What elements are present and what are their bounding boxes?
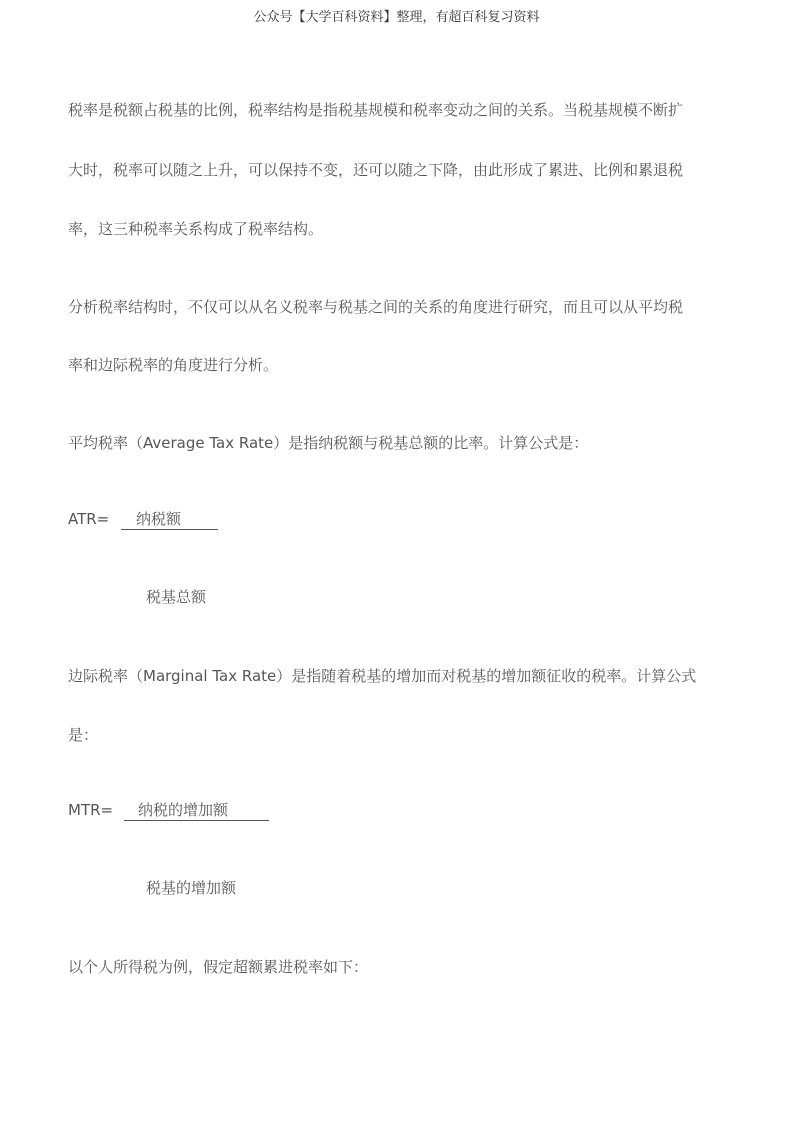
paragraph-2-line-1: 分析税率结构时，不仅可以从名义税率与税基之间的关系的角度进行研究，而且可以从平均税	[68, 298, 684, 316]
paragraph-1-line-2: 大时，税率可以随之上升，可以保持不变，还可以随之下降，由此形成了累进、比例和累退税	[68, 161, 684, 179]
atr-formula-label: ATR=	[68, 510, 110, 528]
paragraph-4-line-1: 边际税率（Marginal Tax Rate）是指随着税基的增加而对税基的增加额征收的税率。计算公式	[68, 667, 697, 685]
mtr-numerator: 纳税的增加额	[124, 800, 269, 821]
mtr-denominator: 税基的增加额	[146, 879, 237, 897]
paragraph-1-line-3: 率，这三种税率关系构成了税率结构。	[68, 220, 324, 238]
paragraph-2-line-2: 率和边际税率的角度进行分析。	[68, 356, 279, 374]
average-tax-rate-definition: 平均税率（Average Tax Rate）是指纳税额与税基总额的比率。计算公式是：	[68, 434, 589, 452]
mtr-formula-label: MTR=	[68, 801, 114, 819]
atr-denominator: 税基总额	[146, 588, 207, 606]
page-header: 公众号【大学百科资料】整理，有超百科复习资料	[253, 10, 540, 25]
atr-numerator: 纳税额	[121, 509, 218, 530]
paragraph-1-line-1: 税率是税额占税基的比例，税率结构是指税基规模和税率变动之间的关系。当税基规模不断扩	[68, 101, 684, 119]
paragraph-4-line-2: 是：	[68, 726, 99, 744]
paragraph-5: 以个人所得税为例，假定超额累进税率如下：	[68, 958, 369, 976]
